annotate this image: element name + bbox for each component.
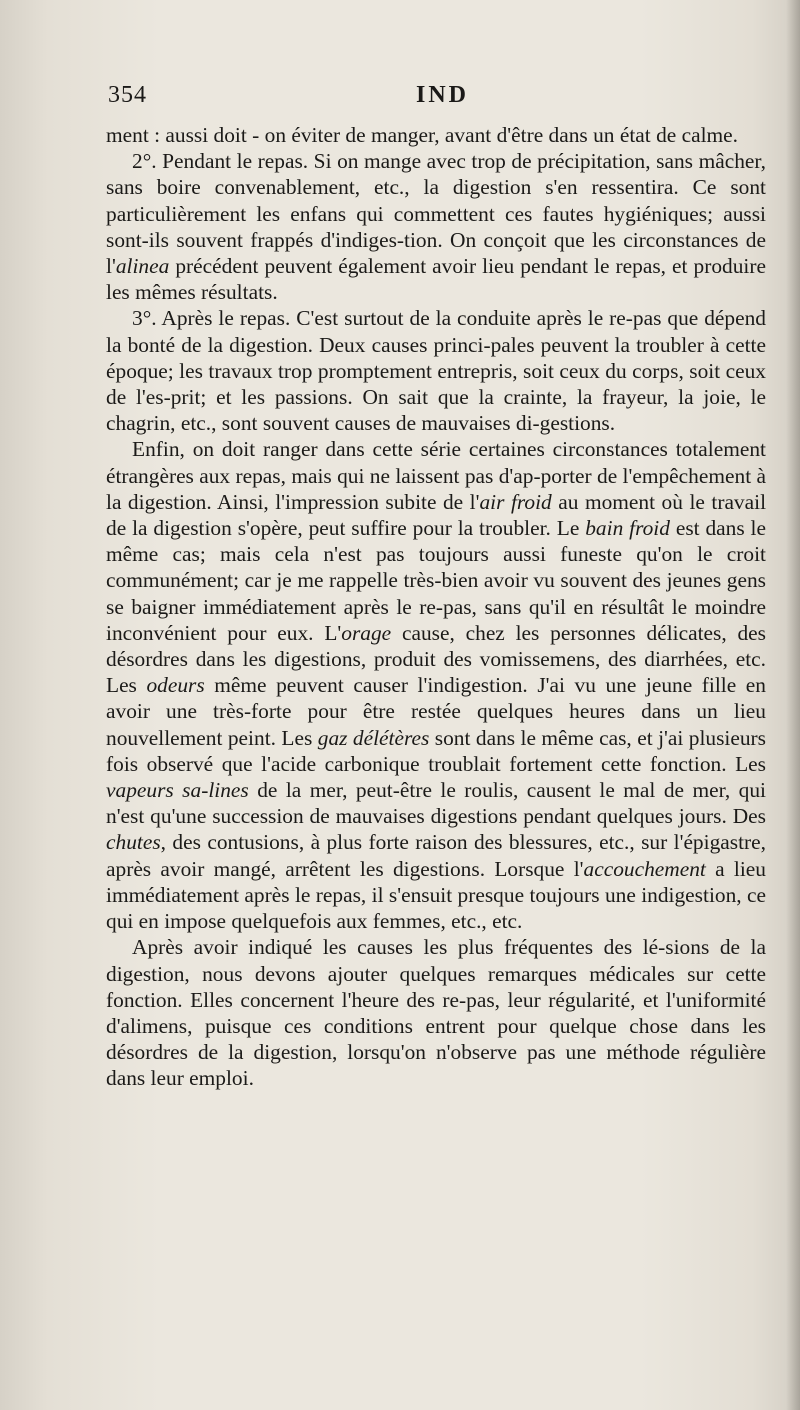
paragraph: [106, 305, 766, 436]
italic-term: air froid: [479, 489, 552, 514]
text-run: Enfin, on doit ranger dans cette série certaines circonstances totalement étrangères aux repas, mais qui ne laissent pas d'ap-porter de l'empêchement à la digestion. Ainsi, l'impression subite de l': [106, 437, 766, 514]
text-run: même peuvent causer l'indigestion. J'ai vu une jeune fille en avoir une très-forte pour être restée quelques heures dans un lieu nouvellement peint. Les: [106, 673, 766, 750]
text-run: de la mer, peut-être le roulis, causent le mal de mer, qui n'est qu'une succession de mauvaises digestions pendant quelques jours. Des: [106, 778, 767, 829]
text-run: , des contusions, à plus forte raison des blessures, etc., sur l'épigastre, après avoir mangé, arrêtent les digestions. Lorsque l': [106, 830, 766, 881]
running-head: IND: [416, 82, 470, 108]
italic-term: vapeurs sa-lines: [106, 778, 249, 803]
body-text: [106, 122, 766, 1092]
text-run: précédent peuvent également avoir lieu pendant le repas, et produire les mêmes résultats.: [106, 254, 766, 305]
italic-term: orage: [341, 620, 392, 645]
text-run: au moment où le travail de la digestion s'opère, peut suffire pour la troubler. Le: [106, 489, 767, 541]
italic-term: odeurs: [146, 673, 205, 698]
italic-term: alinea: [115, 254, 170, 279]
page-number: 354: [108, 82, 147, 108]
text-run: est dans le même cas; mais cela n'est pas toujours aussi funeste qu'on le croit communément; car je me rappelle très-bien avoir vu souvent des jeunes gens se baigner immédiatement après le re-pas, sans qu'il en résultât le moindre inconvénient pour eux. L': [106, 516, 766, 645]
paragraph: [106, 122, 766, 148]
text-run: Après avoir indiqué les causes les plus fréquentes des lé-sions de la digestion, nous devons ajouter quelques remarques médicales sur cette fonction. Elles concernent l'heure des re-pas, leur régularité, et l'uniformité d'alimens, puisque ces conditions entrent pour quelque chose dans les désordres de la digestion, lorsqu'on n'observe pas une méthode régulière dans leur emploi.: [106, 935, 766, 1091]
text-run: cause, chez les personnes délicates, des désordres dans les digestions, produit des vomissemens, des diarrhées, etc. Les: [106, 620, 767, 698]
paragraph: [106, 436, 766, 934]
text-run: 2°. Pendant le repas. Si on mange avec trop de précipitation, sans mâcher, sans boire convenablement, etc., la digestion s'en ressentira. Ce sont particulièrement les enfans qui commettent ces fautes hygiéniques; aussi sont-ils souvent frappés d'indiges-tion. On conçoit que les circonstances de l': [106, 149, 766, 279]
text-run: ment : aussi doit - on éviter de manger, avant d'être dans un état de calme.: [106, 123, 739, 147]
page-header: [108, 82, 766, 122]
page-edge-shadow: [786, 0, 800, 1410]
italic-term: bain froid: [585, 516, 670, 541]
italic-term: chutes: [106, 830, 161, 855]
text-run: a lieu immédiatement après le repas, il s'ensuit presque toujours une indigestion, ce qui en impose quelquefois aux femmes, etc., etc.: [106, 856, 766, 934]
text-run: 3°. Après le repas. C'est surtout de la conduite après le re-pas que dépend la bonté de la digestion. Deux causes princi-pales peuvent la troubler à cette époque; les travaux trop promptement entrepris, soit ceux du corps, soit ceux de l'es-prit; et les passions. On sait que la crainte, la frayeur, la joie, le chagrin, etc., sont souvent causes de mauvaises di-gestions.: [106, 306, 766, 436]
paragraph: [106, 934, 766, 1091]
italic-term: gaz délétères: [317, 725, 430, 750]
text-column: [106, 82, 766, 1092]
text-run: sont dans le même cas, et j'ai plusieurs fois observé que l'acide carbonique troublait fortement cette fonction. Les: [106, 725, 767, 776]
italic-term: accouchement: [583, 856, 706, 881]
paragraph: [106, 148, 766, 305]
